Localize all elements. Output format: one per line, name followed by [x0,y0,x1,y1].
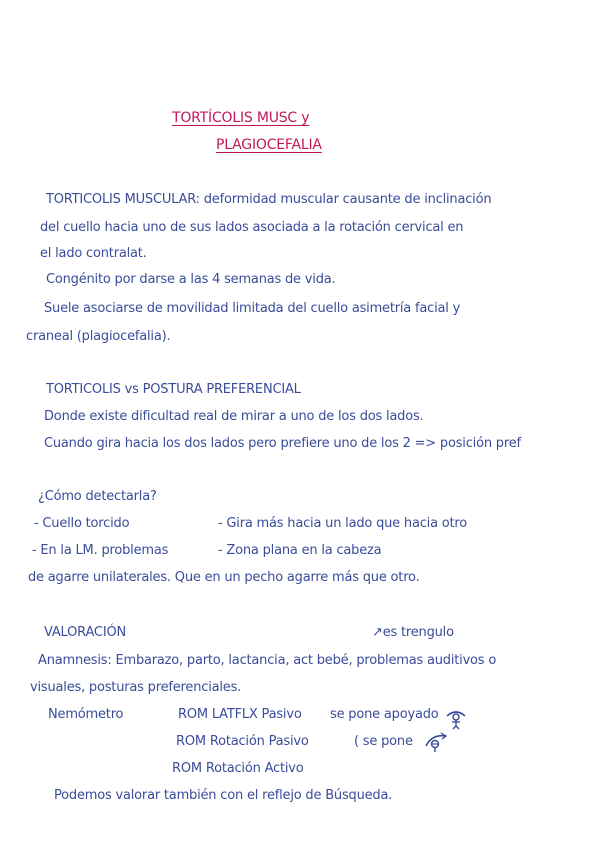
valoracion-heading: VALORACIÓN [44,625,127,640]
postura-line-1: Donde existe dificultad real de mirar a uno de los dos lados. [44,409,424,424]
busqueda-line: Podemos valorar también con el reflejo de Búsqueda. [54,788,393,803]
intro-line-5: Suele asociarse de movilidad limitada del cuello asimetría facial y [44,301,461,316]
intro-line-3: el lado contralat. [40,246,147,261]
detectar-item-b1: - Gira más hacia un lado que hacia otro [218,516,468,531]
valoracion-aside: ↗es trengulo [372,625,454,640]
title-line-2: PLAGIOCEFALIA [216,137,322,153]
postura-line-2: Cuando gira hacia los dos lados pero prefiere uno de los 2 => posición pref [44,436,521,451]
detectar-item-b2: - Zona plana en la cabeza [218,543,382,558]
anamnesis-line-1: Anamnesis: Embarazo, parto, lactancia, act bebé, problemas auditivos o [38,653,497,668]
postura-heading: TORTICOLIS vs POSTURA PREFERENCIAL [46,382,301,397]
baby-lying-icon [444,708,468,730]
rom-rotacion-pasivo: ROM Rotación Pasivo [176,734,309,749]
intro-line-1: TORTICOLIS MUSCULAR: deformidad muscular causante de inclinación [46,192,492,207]
anamnesis-line-2: visuales, posturas preferenciales. [30,680,242,695]
intro-line-6: craneal (plagiocefalia). [26,329,171,344]
nemometro-label: Nemómetro [48,707,124,722]
detectar-line-3: de agarre unilaterales. Que en un pecho agarre más que otro. [28,570,420,585]
intro-line-2: del cuello hacia uno de sus lados asociada a la rotación cervical en [40,220,464,235]
note-apoyado: se pone apoyado [330,707,439,722]
detectar-item-a2: - En la LM. problemas [32,543,169,558]
rom-latflx-pasivo: ROM LATFLX Pasivo [178,707,302,722]
rom-rotacion-activo: ROM Rotación Activo [172,761,304,776]
detectar-item-a1: - Cuello torcido [34,516,130,531]
detectar-question: ¿Cómo detectarla? [38,489,157,504]
baby-rotation-icon [422,730,450,754]
title-line-1: TORTÍCOLIS MUSC y [172,110,310,126]
intro-line-4: Congénito por darse a las 4 semanas de vida. [46,272,336,287]
note-se-pone: ( se pone [354,734,413,749]
